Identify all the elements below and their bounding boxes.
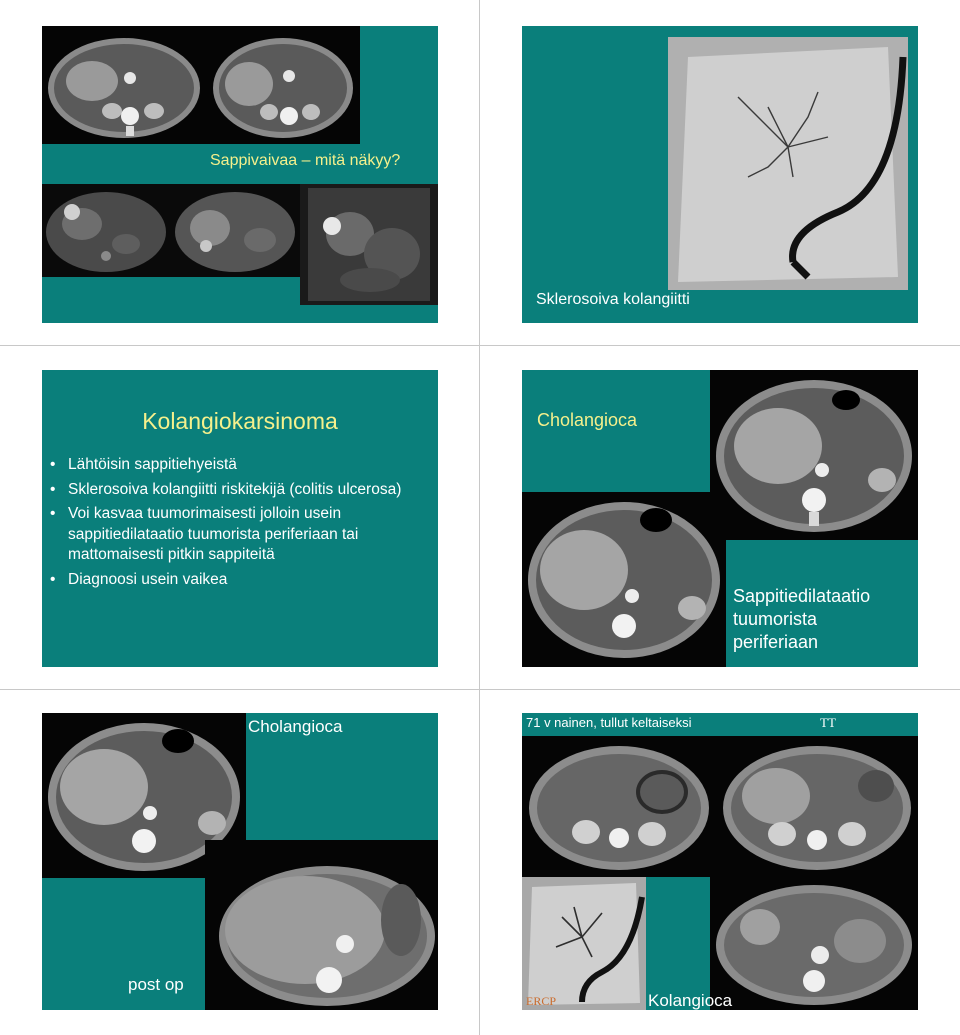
grid-horizontal-divider-2 [0,689,960,690]
slide-title: Cholangioca [248,717,343,736]
slide-caption: Kolangioca [648,991,733,1010]
patient-initials: TT [820,715,836,730]
mri-coronal-image [300,184,438,305]
ct-scan-image [205,840,438,1010]
mri-scan-image [170,184,300,277]
mri-scan-image [42,184,170,277]
bullet-item: • Sklerosoiva kolangiitti riskitekijä (colitis ulcerosa) [48,480,428,501]
grid-horizontal-divider-1 [0,345,960,346]
bullet-item: • Diagnoosi usein vaikea [48,570,428,591]
ct-scan-image [710,877,918,1010]
slide-caption: post op [128,975,184,994]
slide-header: 71 v nainen, tullut keltaiseksi [526,715,692,730]
slide-caption: Sappivaivaa – mitä näkyy? [210,152,401,169]
ercp-image [522,877,646,1010]
grid-vertical-divider [479,0,480,1035]
ercp-label: ERCP [526,994,557,1008]
ct-scan-image [716,736,918,877]
ct-scan-image [207,26,360,144]
slide-caption: Sappitiedilataatio tuumorista periferiaan [733,586,871,652]
bullet-item: • Lähtöisin sappitiehyeistä [48,455,428,476]
cholangiography-image [668,37,908,290]
slide-title: Kolangiokarsinoma [142,408,338,434]
slide-title: Cholangioca [537,410,638,430]
slide-caption: Sklerosoiva kolangiitti [536,291,690,308]
bullet-list [48,455,428,594]
ct-scan-image [522,736,716,877]
ct-scan-image [42,26,207,144]
bullet-item: • Voi kasvaa tuumorimaisesti jolloin usein sappitiedilataatio tuumorista periferiaan tai mattomaisesti pitkin sappiteitä [48,504,428,566]
ct-scan-image [522,492,726,667]
ct-scan-image [710,370,918,540]
